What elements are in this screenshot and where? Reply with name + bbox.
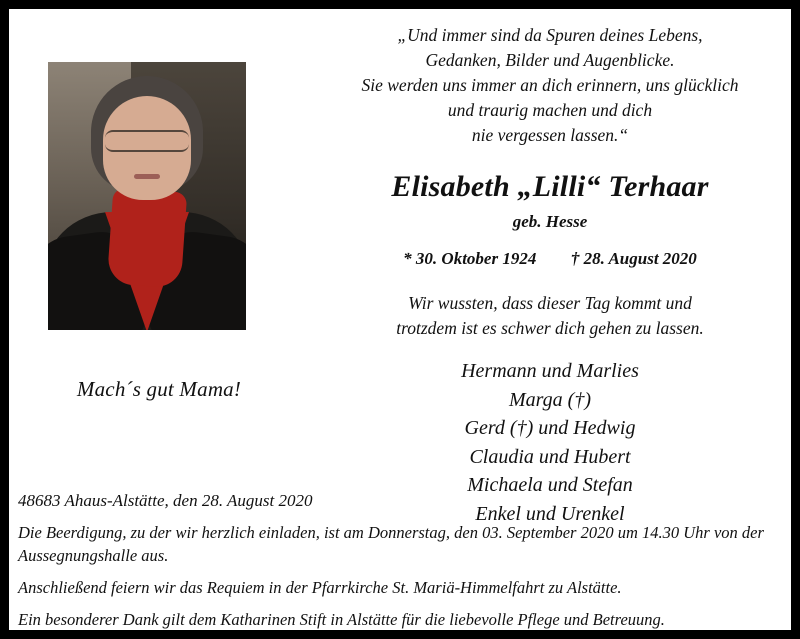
photo-caption: Mach´s gut Mama! — [76, 377, 242, 401]
photo-mouth — [134, 174, 160, 179]
photo-column — [9, 9, 309, 489]
family-member-4: Claudia und Hubert — [469, 445, 631, 468]
photo-scarf — [107, 188, 188, 289]
thanks-paragraph: Ein besonderer Dank gilt dem Katharinen Stift in Alstätte für die liebevolle Pflege und Betreuung. — [18, 610, 665, 629]
family-member-2: Marga (†) — [508, 388, 592, 411]
family-member-5: Michaela und Stefan — [467, 474, 633, 496]
birth-date: * 30. Oktober 1924 — [403, 249, 537, 268]
poem-line-4: und traurig machen und dich — [447, 100, 653, 120]
notice-inner — [9, 9, 791, 630]
glasses-icon — [105, 130, 189, 152]
mourning-line-1: Wir wussten, dass dieser Tag kommt und — [408, 293, 692, 313]
poem-line-3: Sie werden uns immer an dich erinnern, uns glücklich — [361, 75, 739, 95]
family-member-1: Hermann und Marlies — [461, 360, 639, 382]
poem-line-1: „Und immer sind da Spuren deines Lebens, — [397, 25, 703, 45]
mourning-line-2: trotzdem ist es schwer dich gehen zu lassen. — [396, 318, 704, 338]
mourning-text — [317, 291, 783, 341]
death-date: † 28. August 2020 — [570, 249, 697, 268]
poem-line-5: nie vergessen lassen.“ — [471, 125, 629, 145]
text-column — [309, 9, 791, 525]
poem-block — [317, 23, 783, 148]
notice-bottom-block — [9, 489, 791, 630]
funeral-paragraph: Die Beerdigung, zu der wir herzlich einladen, ist am Donnerstag, den 03. September 2020 um 14.30 Uhr von der Aussegnungshalle aus. — [18, 523, 764, 565]
maiden-name: geb. Hesse — [512, 212, 588, 231]
requiem-paragraph: Anschließend feiern wir das Requiem in der Pfarrkirche St. Mariä-Himmelfahrt zu Alstätte. — [18, 578, 622, 597]
family-member-6: Enkel und Urenkel — [475, 502, 625, 525]
family-member-3: Gerd (†) und Hedwig — [464, 417, 636, 439]
place-and-date: 48683 Ahaus-Alstätte, den 28. August 2020 — [18, 491, 313, 510]
deceased-name: Elisabeth „Lilli“ Terhaar — [391, 170, 709, 203]
poem-line-2: Gedanken, Bilder und Augenblicke. — [425, 50, 675, 70]
portrait-photo — [48, 62, 246, 330]
life-dates — [317, 249, 783, 269]
